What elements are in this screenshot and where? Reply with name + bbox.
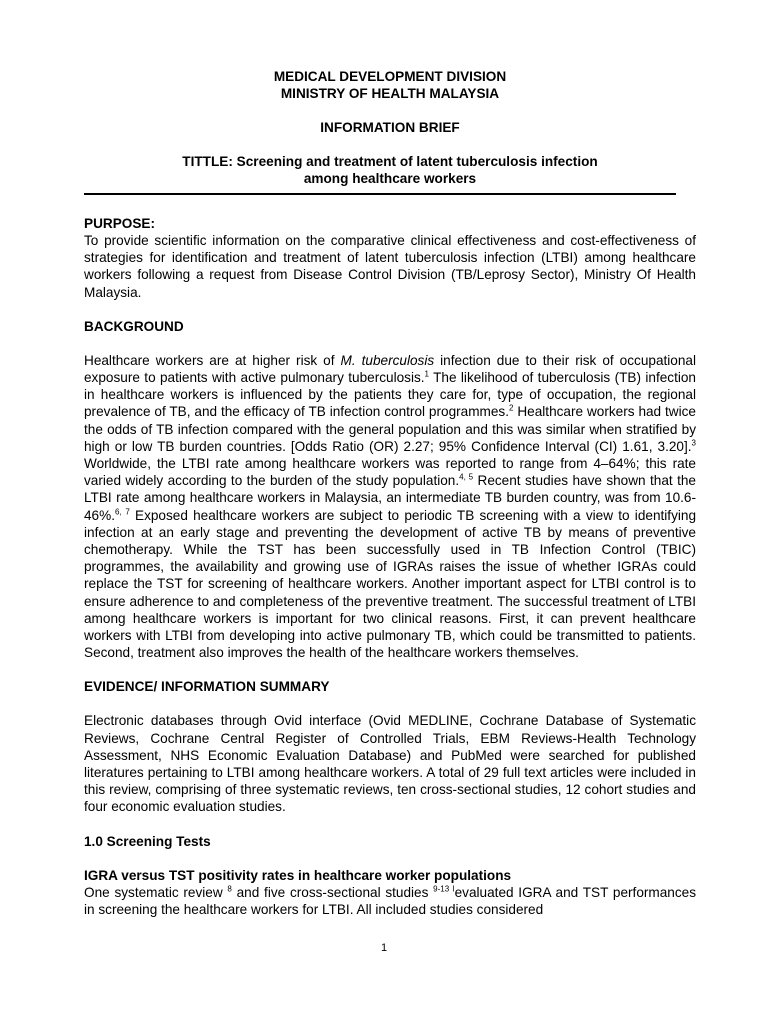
page-number: 1 (380, 942, 388, 954)
reference-marker: 3 (691, 438, 696, 448)
title-line-2: among healthcare workers (303, 171, 477, 186)
evidence-heading: EVIDENCE/ INFORMATION SUMMARY (84, 679, 330, 695)
title-line-1: TITTLE: Screening and treatment of latent tuberculosis infection (182, 154, 598, 169)
reference-marker: 6, 7 (114, 507, 130, 517)
reference-marker: 8 (227, 884, 232, 894)
screening-heading: 1.0 Screening Tests (84, 833, 211, 849)
division-title: MEDICAL DEVELOPMENT DIVISION (273, 69, 507, 84)
document-page (84, 68, 696, 918)
reference-marker: 4, 5 (459, 472, 474, 482)
ministry-title: MINISTRY OF HEALTH MALAYSIA (280, 86, 500, 101)
reference-marker: 2 (509, 403, 514, 413)
purpose-text: To provide scientific information on the comparative clinical effectiveness and cost-effectiveness of strategies for identification and treatment of latent tuberculosis infection (LTBI) among healthcare workers following a request from Disease Control Division (TB/Leprosy Sector), Ministry Of Health Malaysia. (84, 233, 696, 300)
purpose-heading: PURPOSE: (84, 216, 156, 231)
screening-text: One systematic review $^8$ and five cross-sectional studies $^{9-13 I}$evaluated IGRA and TST performances in screening the healthcare workers for LTBI. All included studies considered (84, 884, 696, 917)
background-heading: BACKGROUND (84, 318, 184, 334)
evidence-text: Electronic databases through Ovid interface (Ovid MEDLINE, Cochrane Database of Systematic Reviews, Cochrane Central Register of Controlled Trials, EBM Reviews-Health Technology Assessment, NHS Economic Evaluation Database) and PubMed were searched for published literatures pertaining to LTBI among healthcare workers. A total of 29 full text articles were included in this review, comprising of three systematic reviews, ten cross-sectional studies, 12 cohort studies and four economic evaluation studies. (84, 713, 696, 815)
background-text: Healthcare workers are at higher risk of M. tuberculosis infection due to their risk of occupational exposure to patients with active pulmonary tuberculosis.$^1$ The likelihood of tuberculosis (TB) infection in healthcare workers is influenced by the patients they care for, type of occupation, the regional prevalence of TB, and the efficacy of TB infection control programmes.$^2$ Healthcare workers had twice the odds of TB infection compared with the general population and this was similar when stratified by high or low TB burden countries. [Odds Ratio (OR) 2.27; 95% Confidence Interval (CI) 1.61, 3.20].$^3$ Worldwide, the LTBI rate among healthcare workers was reported to range from 4–64%; this rate varied widely according to the burden of the study population.$^{4, 5}$ Recent studies have shown that the LTBI rate among healthcare workers in Malaysia, an intermediate TB burden country, was from 10.6-46%.$^{6, 7}$ Exposed healthcare workers are subject to periodic TB screening with a view to identifying infection at an early stage and preventing the development of active TB by means of preventive chemotherapy. While the TST has been successfully used in TB Infection Control (TBIC) programmes, the availability and growing use of IGRAs raises the issue of whether IGRAs could replace the TST for screening of healthcare workers. Another important aspect for LTBI control is to ensure adherence to and completeness of the preventive treatment. The successful treatment of LTBI among healthcare workers is important for two clinical reasons. First, it can prevent healthcare workers with LTBI from developing into active pulmonary TB, which could be transmitted to patients. Second, treatment also improves the health of the healthcare workers themselves. (84, 352, 697, 661)
reference-marker: 9-13 I (433, 884, 455, 894)
organism-name: M. tuberculosis (340, 352, 435, 368)
reference-marker: 1 (424, 369, 429, 379)
screening-subheading: IGRA versus TST positivity rates in healthcare worker populations (84, 867, 512, 883)
document-type: INFORMATION BRIEF (320, 120, 460, 135)
